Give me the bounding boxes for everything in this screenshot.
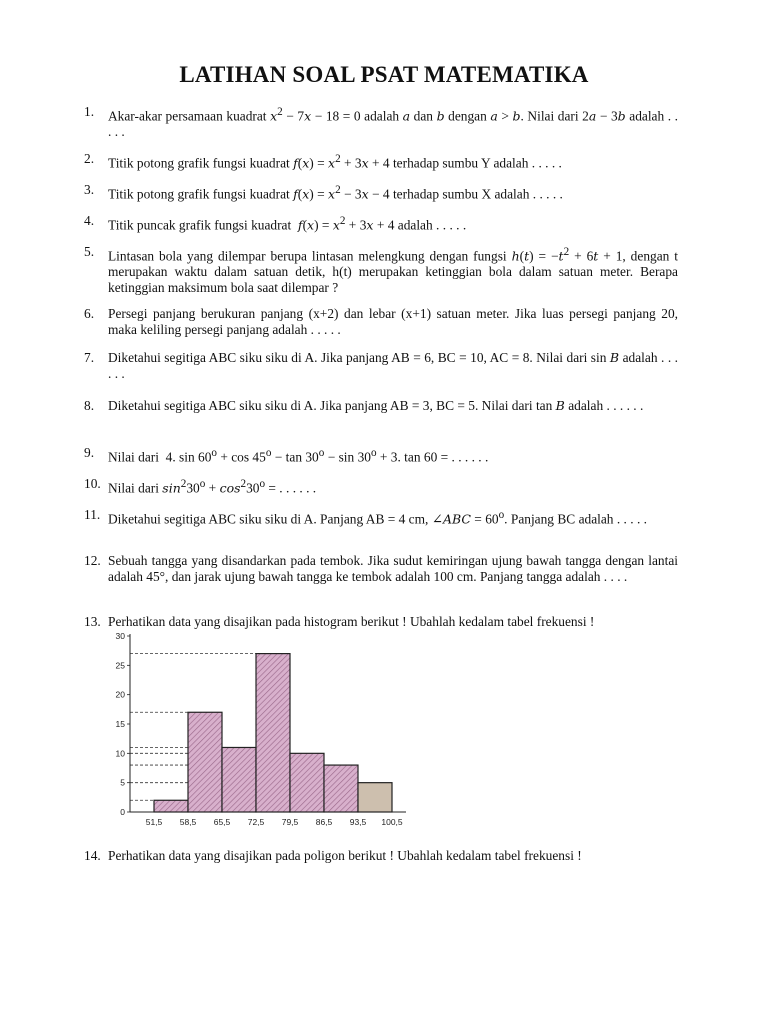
histogram-bar	[324, 765, 358, 812]
x-tick-label: 100,5	[381, 817, 403, 827]
question-text: Titik puncak grafik fungsi kuadrat $f(x) = x^2 + 3x + 4$ adalah . . . . .	[108, 215, 467, 233]
x-tick-label: 86,5	[315, 817, 333, 827]
question-text: Sebuah tangga yang disandarkan pada tembok. Jika sudut kemiringan ujung bawah tangga dengan lantai adalah 45°, dan jarak ujung bawah tangga ke tembok adalah 100 cm. Panjang tangga adalah . . . .	[108, 553, 678, 584]
question-text: Perhatikan data yang disajikan pada histogram berikut ! Ubahlah kedalam tabel frekuensi !	[108, 614, 595, 629]
x-tick-label: 51,5	[145, 817, 163, 827]
question-number: 12.	[84, 553, 101, 568]
y-tick-label: 5	[120, 777, 125, 788]
x-tick-label: 58,5	[179, 817, 197, 827]
question-9	[84, 445, 678, 465]
histogram-bar	[256, 654, 290, 812]
question-4	[84, 213, 678, 233]
question-14	[84, 848, 678, 864]
question-2	[84, 151, 678, 171]
question-text: Diketahui segitiga ABC siku siku di A. Jika panjang AB = 3, BC = 5. Nilai dari tan B adalah . . . . . .	[108, 398, 644, 413]
x-tick-label: 93,5	[349, 817, 367, 827]
question-text: Akar-akar persamaan kuadrat $x^2 - 7x - 18 = 0$ adalah a dan b dengan a > b. Nilai dari 2a − 3b adalah . . . . .	[108, 106, 679, 140]
question-text: Perhatikan data yang disajikan pada poligon berikut ! Ubahlah kedalam tabel frekuensi !	[108, 848, 582, 863]
y-tick-label: 0	[120, 807, 125, 817]
y-tick-label: 15	[115, 719, 125, 729]
question-number: 14.	[84, 848, 101, 863]
y-tick-label: 10	[115, 748, 125, 759]
x-tick-label: 79,5	[281, 817, 299, 827]
question-7	[84, 350, 678, 382]
page-title: LATIHAN SOAL PSAT MATEMATIKA	[179, 62, 589, 87]
question-10	[84, 476, 678, 496]
question-text: Titik potong grafik fungsi kuadrat $f(x) = x^2 - 3x - 4$ terhadap sumbu X adalah . . . . .	[108, 184, 563, 202]
x-tick-label: 72,5	[247, 817, 265, 827]
y-tick-label: 20	[115, 689, 125, 700]
question-number: 2.	[84, 151, 95, 166]
histogram-bar	[290, 753, 324, 812]
y-tick-label: 30	[115, 631, 125, 641]
question-text: Diketahui segitiga ABC siku siku di A. Panjang AB = 4 cm, ∠ABC = $60^o$. Panjang BC adalah . . . . .	[108, 509, 647, 527]
question-number: 1.	[84, 104, 95, 119]
question-number: 5.	[84, 244, 95, 259]
question-text: Titik potong grafik fungsi kuadrat $f(x) = x^2 + 3x + 4$ terhadap sumbu Y adalah . . . . .	[108, 153, 562, 171]
histogram-bar	[188, 712, 222, 812]
question-number: 13.	[84, 614, 101, 629]
question-text: Lintasan bola yang dilempar berupa lintasan melengkung dengan fungsi $h(t) = -t^2 + 6t + 1$, dengan t merupakan waktu dalam satuan detik, h(t) merupakan ketinggian bola dalam satuan meter. Berapa ketinggian maksimum bola saat dilempar ?	[108, 246, 678, 296]
question-text: Diketahui segitiga ABC siku siku di A. Jika panjang AB = 6, BC = 10, AC = 8. Nilai dari sin B adalah . . . . . .	[108, 350, 678, 381]
histogram-bar	[358, 783, 392, 812]
question-number: 6.	[84, 306, 95, 321]
question-number: 7.	[84, 350, 95, 365]
question-6	[84, 306, 678, 338]
question-12	[84, 553, 678, 585]
question-11	[84, 507, 678, 527]
question-1	[84, 104, 678, 140]
question-number: 11.	[84, 507, 101, 522]
question-text: Nilai dari $\sin^230^o + \cos^230^o$ = . . . . . .	[108, 478, 317, 496]
histogram-bar	[154, 800, 188, 812]
question-number: 8.	[84, 398, 95, 413]
question-5	[84, 244, 678, 296]
question-text: Persegi panjang berukuran panjang (x+2) dan lebar (x+1) satuan meter. Jika luas persegi panjang 20, maka keliling persegi panjang adalah . . . . .	[108, 306, 678, 337]
question-number: 3.	[84, 182, 95, 197]
question-number: 10.	[84, 476, 101, 491]
x-tick-label: 65,5	[213, 817, 231, 827]
histogram-bar	[222, 747, 256, 812]
question-text: Nilai dari 4. $\sin 60^o + \cos 45^o - \tan 30^o - \sin 30^o + 3$. tan 60 = . . . . . .	[108, 447, 489, 465]
question-3	[84, 182, 678, 202]
question-number: 4.	[84, 213, 95, 228]
y-tick-label: 25	[115, 660, 125, 671]
question-8	[84, 398, 678, 414]
question-number: 9.	[84, 445, 95, 460]
histogram-chart	[110, 628, 420, 833]
